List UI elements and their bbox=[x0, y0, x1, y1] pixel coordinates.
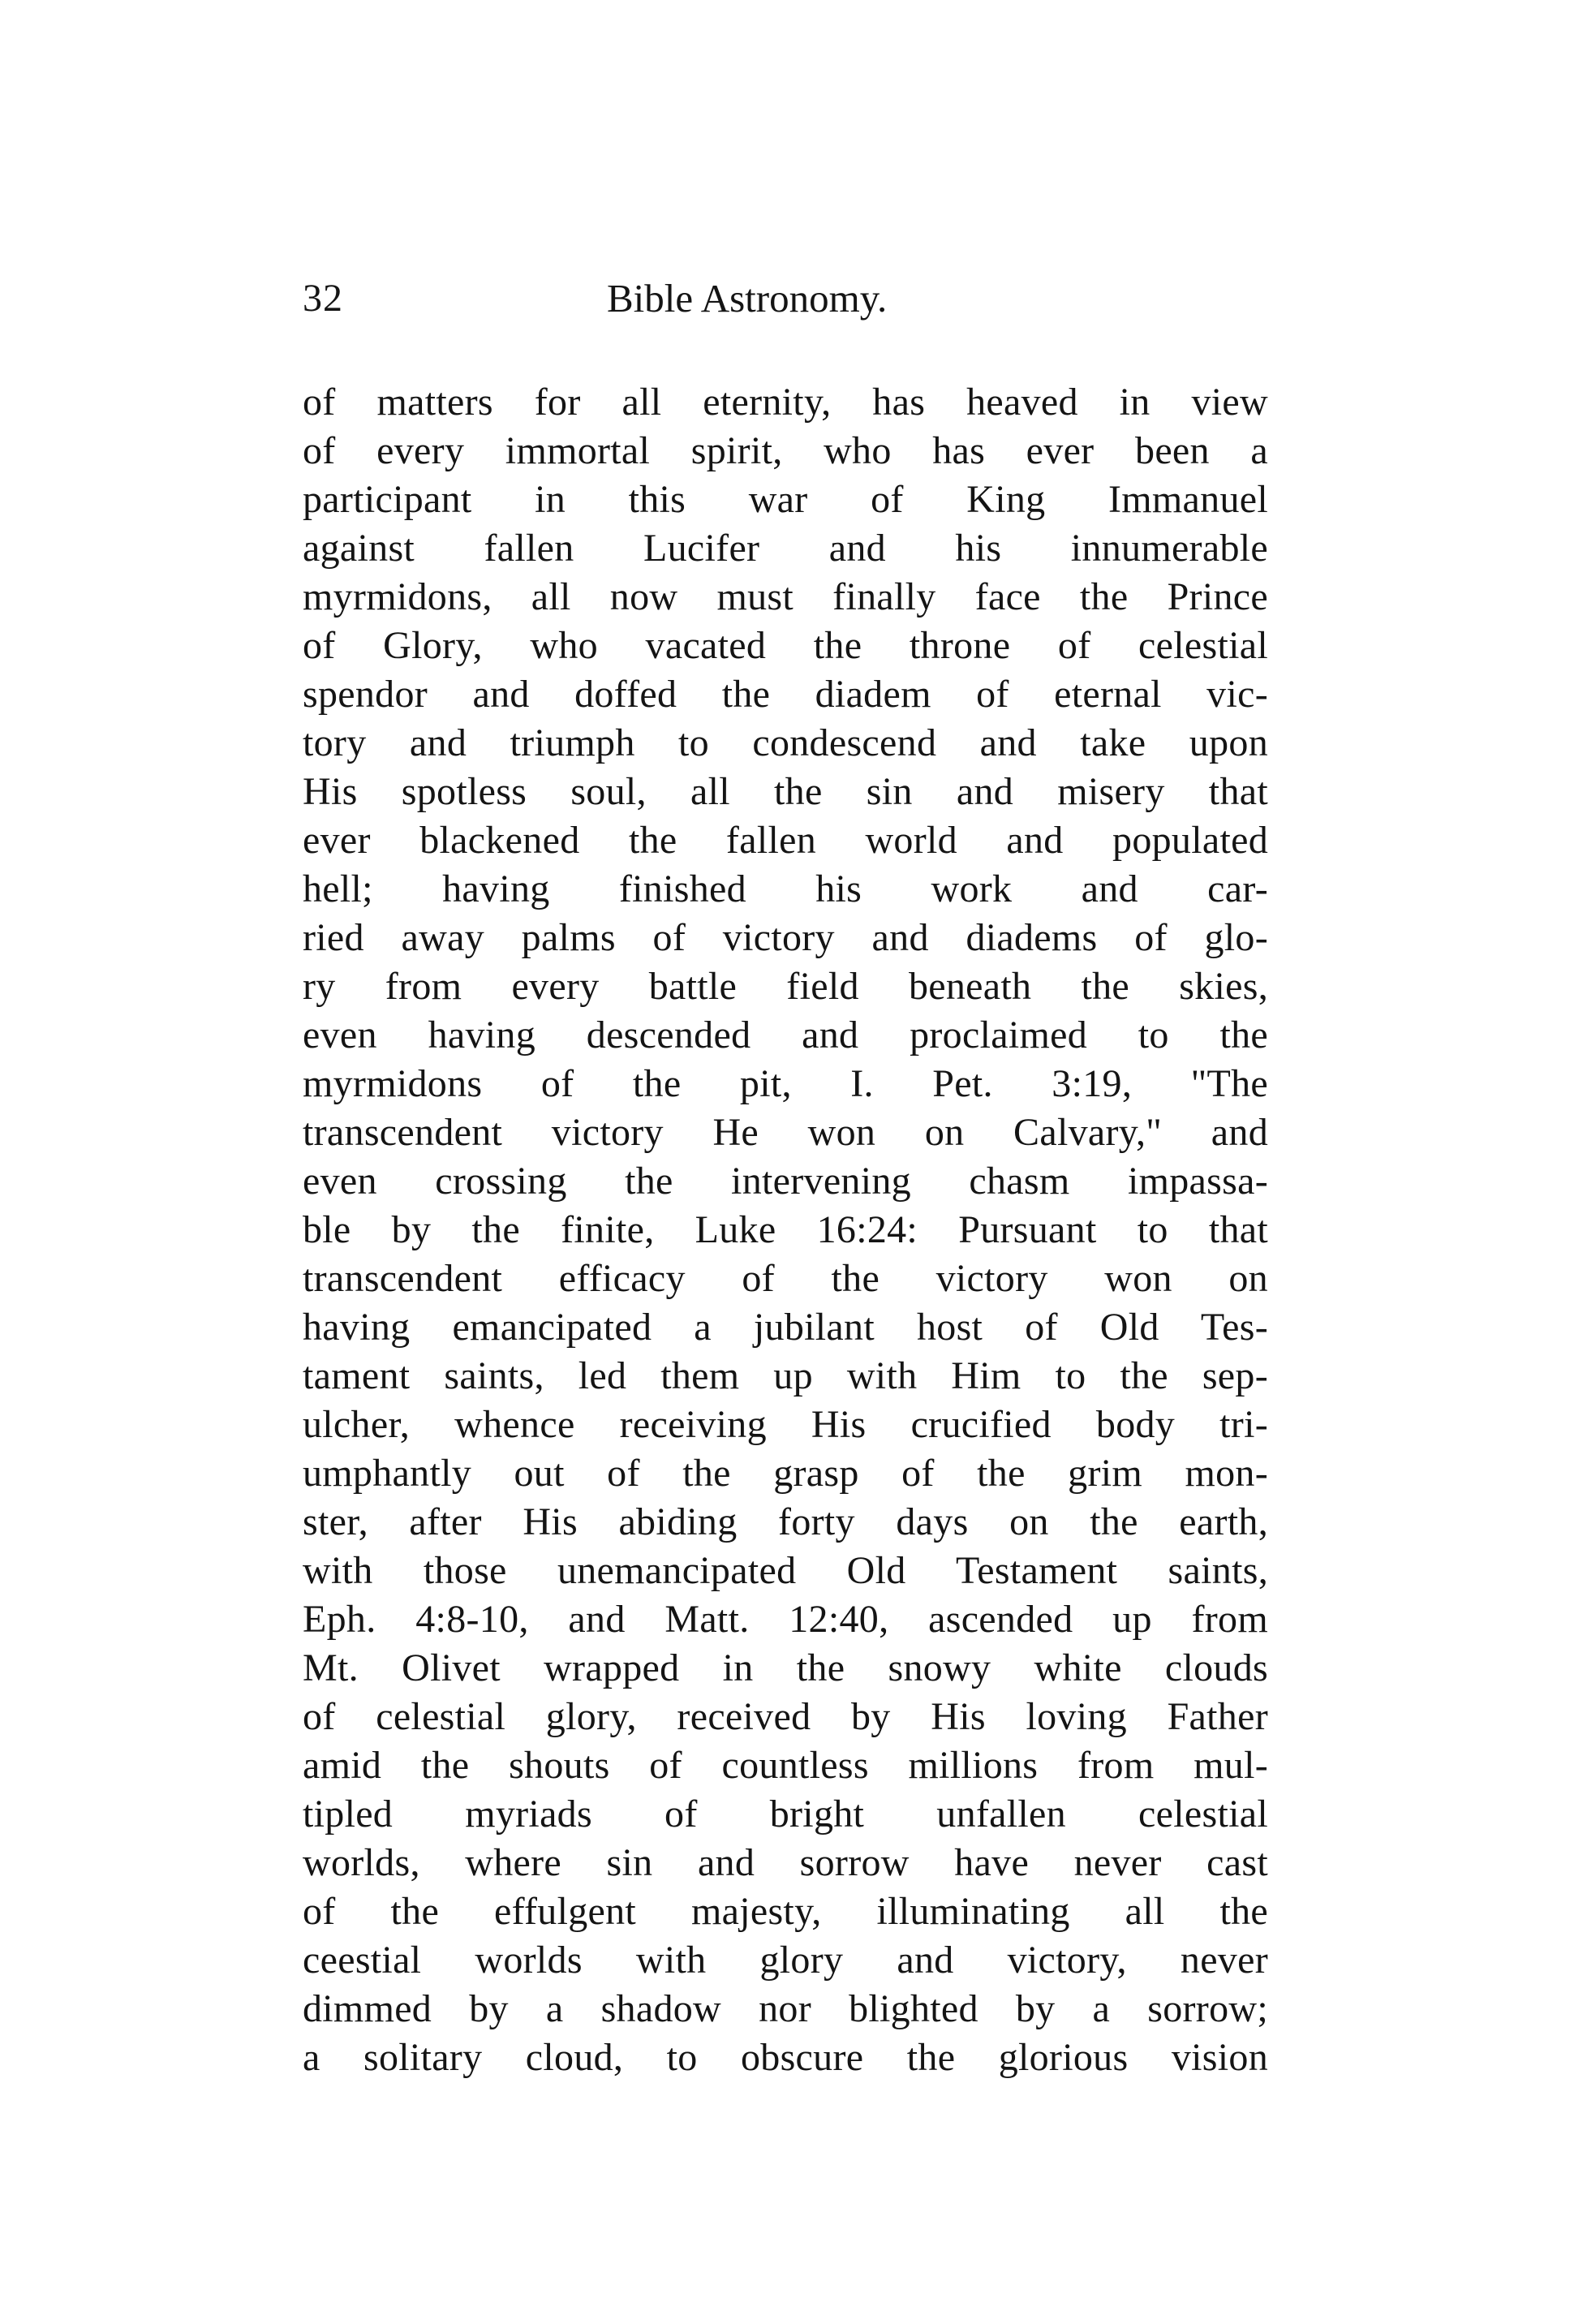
text-line: transcendent victory He won on Calvary," and bbox=[303, 1111, 1268, 1154]
text-line: Eph. 4:8-10, and Matt. 12:40, ascended up from bbox=[303, 1598, 1268, 1641]
text-line: spendor and doffed the diadem of eternal vic- bbox=[303, 673, 1268, 716]
text-line: ble by the finite, Luke 16:24: Pursuant to that bbox=[303, 1208, 1268, 1251]
text-line: ster, after His abiding forty days on the earth, bbox=[303, 1500, 1268, 1543]
text-line: a solitary cloud, to obscure the glorious vision bbox=[303, 2036, 1268, 2079]
text-line: of celestial glory, received by His loving Father bbox=[303, 1695, 1268, 1738]
text-line: of matters for all eternity, has heaved in view bbox=[303, 381, 1268, 424]
text-line: ceestial worlds with glory and victory, never bbox=[303, 1939, 1268, 1982]
page-header bbox=[303, 270, 952, 327]
text-line: tipled myriads of bright unfallen celestial bbox=[303, 1792, 1268, 1836]
text-line: participant in this war of King Immanuel bbox=[303, 478, 1268, 521]
text-line: His spotless soul, all the sin and misery that bbox=[303, 770, 1268, 813]
text-line: myrmidons of the pit, I. Pet. 3:19, "The bbox=[303, 1062, 1268, 1105]
text-line: tament saints, led them up with Him to the sep- bbox=[303, 1354, 1268, 1397]
text-line: transcendent efficacy of the victory won on bbox=[303, 1257, 1268, 1300]
text-line: even crossing the intervening chasm impassa- bbox=[303, 1160, 1268, 1203]
text-line: even having descended and proclaimed to the bbox=[303, 1014, 1268, 1057]
text-line: of Glory, who vacated the throne of celestial bbox=[303, 624, 1268, 667]
page-number: 32 bbox=[303, 277, 343, 320]
text-line: ry from every battle field beneath the skies, bbox=[303, 965, 1268, 1008]
text-line: with those unemancipated Old Testament saints, bbox=[303, 1549, 1268, 1592]
text-line: myrmidons, all now must finally face the Prince bbox=[303, 575, 1268, 618]
text-line: dimmed by a shadow nor blighted by a sorrow; bbox=[303, 1987, 1268, 2030]
text-line: amid the shouts of countless millions from mul- bbox=[303, 1744, 1268, 1787]
text-line: ried away palms of victory and diadems of glo- bbox=[303, 916, 1268, 959]
text-line: Mt. Olivet wrapped in the snowy white clouds bbox=[303, 1646, 1268, 1689]
text-line: tory and triumph to condescend and take upon bbox=[303, 721, 1268, 764]
running-title: Bible Astronomy. bbox=[607, 276, 888, 321]
text-line: having emancipated a jubilant host of Old Tes- bbox=[303, 1306, 1268, 1349]
text-line: of every immortal spirit, who has ever been a bbox=[303, 429, 1268, 472]
text-line: ever blackened the fallen world and populated bbox=[303, 819, 1268, 862]
text-line: worlds, where sin and sorrow have never cast bbox=[303, 1841, 1268, 1884]
body-text bbox=[303, 378, 1268, 2082]
text-line: ulcher, whence receiving His crucified body tri- bbox=[303, 1403, 1268, 1446]
text-line: umphantly out of the grasp of the grim mon- bbox=[303, 1452, 1268, 1495]
text-line: of the effulgent majesty, illuminating all the bbox=[303, 1890, 1268, 1933]
text-line: hell; having finished his work and car- bbox=[303, 867, 1268, 910]
text-line: against fallen Lucifer and his innumerable bbox=[303, 527, 1268, 570]
